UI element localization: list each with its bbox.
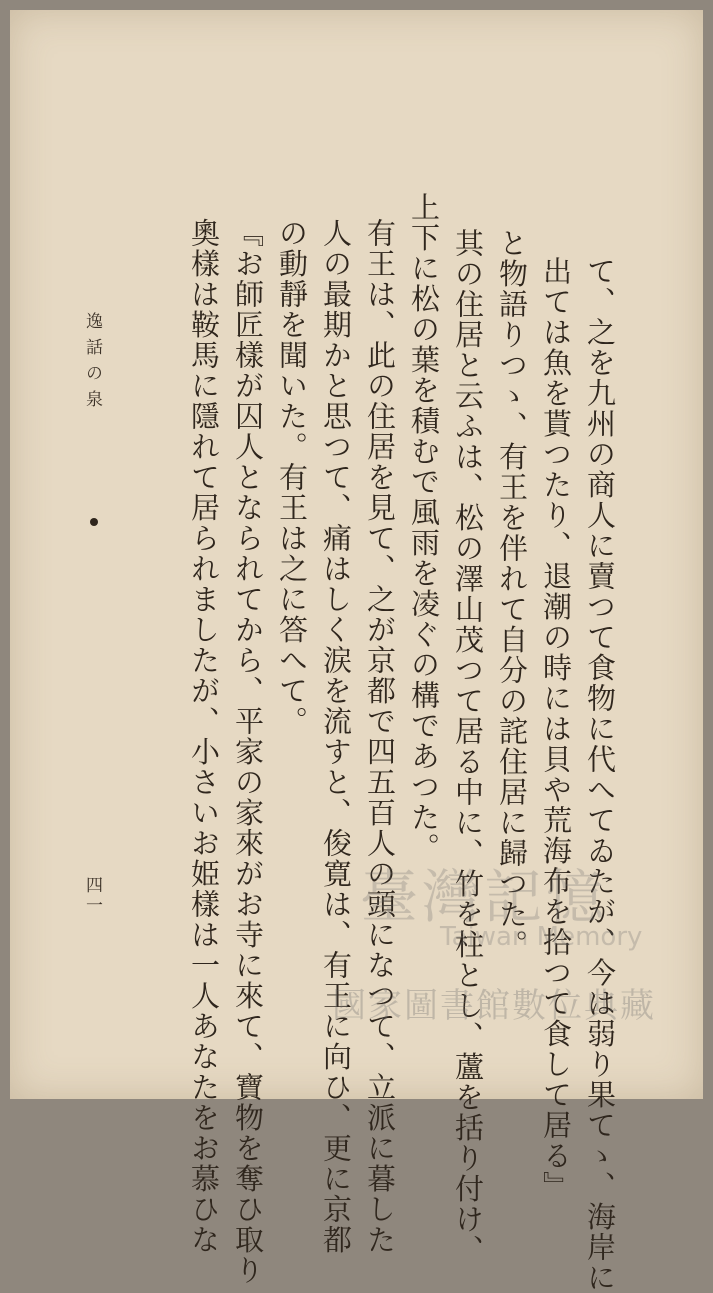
text-column-2: 出ては魚を貰つたり、退潮の時には貝や荒海布を拾つて食して居る』 [539, 256, 573, 1202]
book-page [10, 10, 703, 1293]
text-column-10: 奧樣は鞍馬に隱れて居られましたが、小さいお姫樣は一人あなたをお慕ひな [187, 218, 221, 1255]
text-column-8: の動靜を聞いた。有王は之に答へて。 [275, 218, 309, 737]
text-column-4: 其の住居と云ふは、松の澤山茂つて居る中に、竹を柱とし、蘆を括り付け、 [451, 228, 485, 1265]
watermark-library: 國家圖書館數位典藏 [332, 986, 656, 1026]
text-column-5: 上下に松の葉を積むで風雨を凌ぐの構であつた。 [407, 192, 441, 863]
running-head: 逸話の泉 [82, 312, 102, 416]
page-number: 四一 [82, 876, 102, 916]
text-column-3: と物語りつゝ、有王を伴れて自分の詫住居に歸つた。 [495, 228, 529, 960]
text-column-6: 有王は、此の住居を見て、之が京都で四五百人の頭になつて、立派に暮した [363, 218, 397, 1255]
watermark-english: Taiwan Memory [440, 922, 643, 952]
watermark-script: 臺灣記憶 [360, 863, 609, 931]
text-column-7: 人の最期かと思つて、痛はしく涙を流すと、俊寛は、有王に向ひ、更に京都 [319, 218, 353, 1255]
text-column-9: 『お師匠樣が囚人となられてから、平家の家來がお寺に來て、寶物を奪ひ取り [231, 218, 265, 1286]
page-dot [90, 518, 98, 526]
text-column-1: て、之を九州の商人に賣つて食物に代へてゐたが、今は弱り果てゝ、海岸に [583, 256, 617, 1293]
